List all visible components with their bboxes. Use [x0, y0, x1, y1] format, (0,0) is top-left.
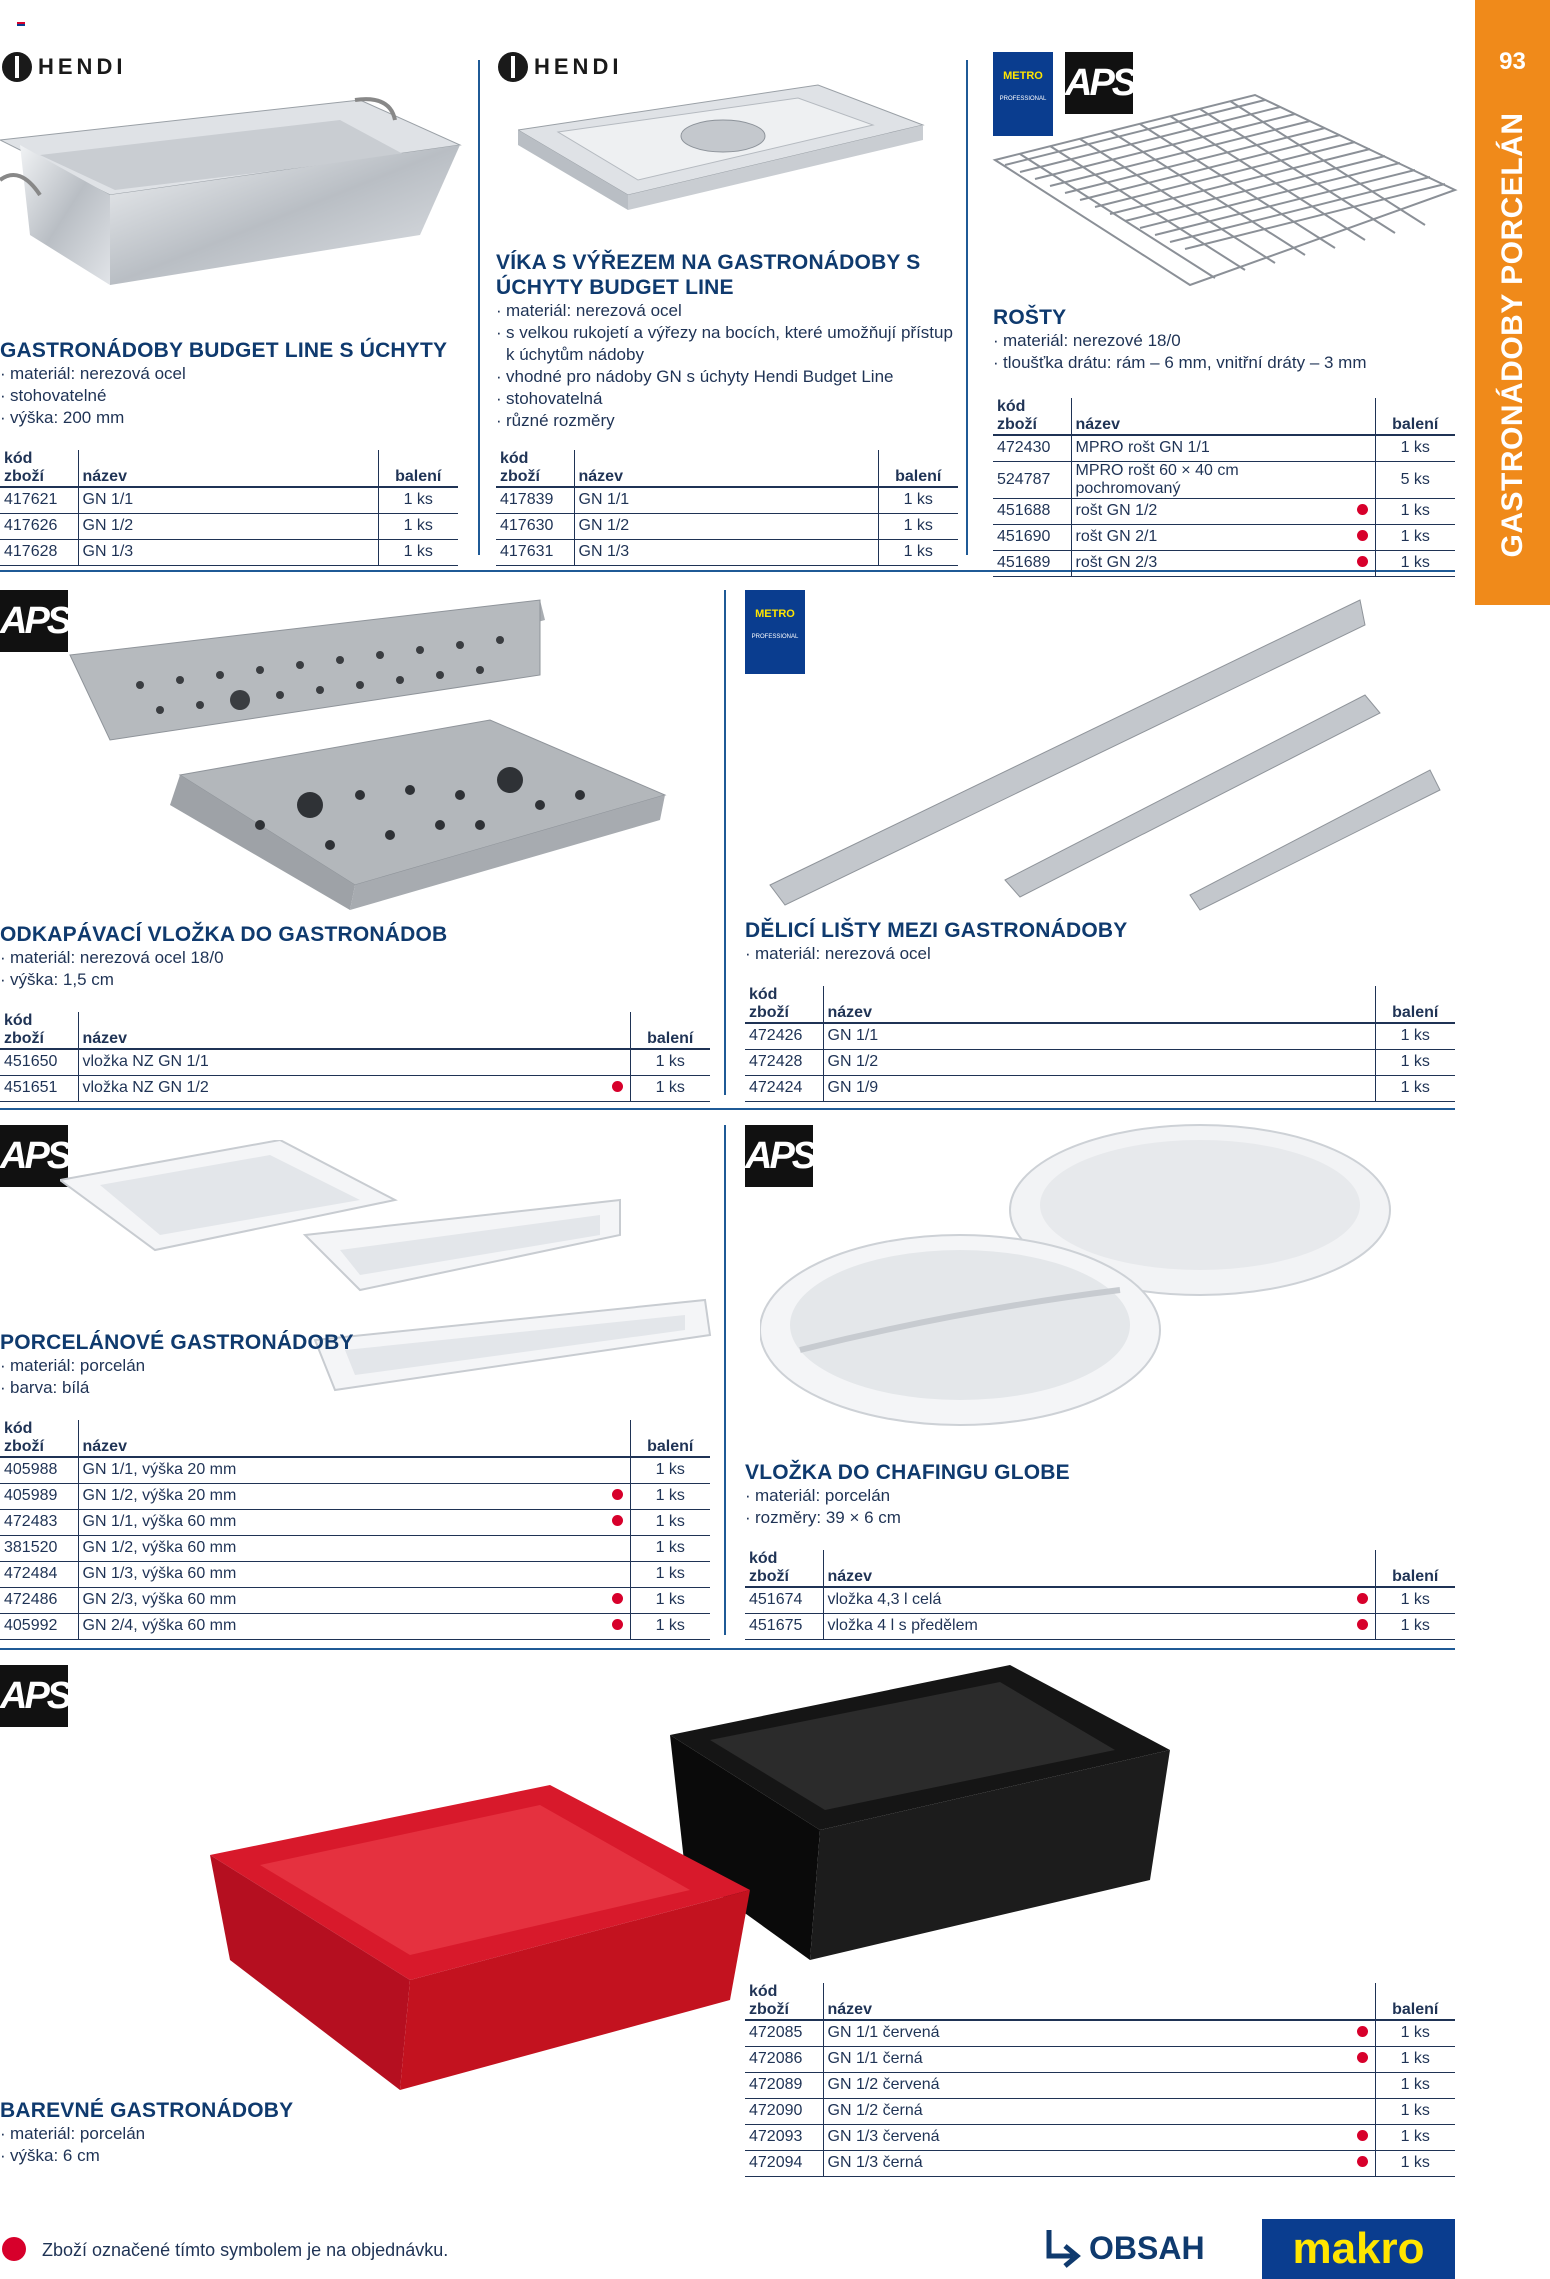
order-dot-icon	[1357, 556, 1368, 567]
product-title: ROŠTY	[993, 306, 1067, 329]
col-name: název	[78, 450, 378, 487]
cell-mark	[1351, 1613, 1375, 1639]
cell-name: GN 1/2 červená	[823, 2072, 1351, 2098]
cell-pack: 1 ks	[1375, 2072, 1455, 2098]
product-features	[745, 1485, 1445, 1529]
table-row	[0, 487, 458, 513]
table-row	[745, 2072, 1455, 2098]
cell-name: MPRO rošt GN 1/1	[1071, 435, 1351, 461]
cell-pack: 1 ks	[1375, 524, 1455, 550]
cell-code: 451651	[0, 1075, 78, 1101]
cell-pack: 1 ks	[1375, 1023, 1455, 1049]
col-pack: balení	[1375, 986, 1455, 1023]
order-dot-icon	[1357, 2026, 1368, 2037]
cell-mark	[1351, 2072, 1375, 2098]
cell-pack: 1 ks	[630, 1457, 710, 1483]
cell-pack: 1 ks	[378, 513, 458, 539]
cell-pack: 5 ks	[1375, 461, 1455, 498]
order-dot-icon	[612, 1489, 623, 1500]
table-row	[745, 1613, 1455, 1639]
table-row	[993, 524, 1455, 550]
cell-code: 472085	[745, 2020, 823, 2046]
metro-sub: PROFESSIONAL	[999, 96, 1047, 102]
cell-code: 472090	[745, 2098, 823, 2124]
col-code: kód zboží	[745, 1983, 823, 2020]
table-row	[993, 550, 1455, 576]
cell-pack: 1 ks	[630, 1613, 710, 1639]
product-block	[745, 918, 1445, 965]
cell-code: 472428	[745, 1049, 823, 1075]
cell-name: GN 1/1, výška 60 mm	[78, 1509, 606, 1535]
product-block	[0, 1330, 700, 1399]
cell-code: 472086	[745, 2046, 823, 2072]
feature: · vhodné pro nádoby GN s úchyty Hendi Budget Line	[496, 366, 961, 388]
cell-code: 405989	[0, 1483, 78, 1509]
cell-code: 451650	[0, 1049, 78, 1075]
feature: · výška: 200 mm	[0, 407, 470, 429]
table-row	[993, 461, 1455, 498]
col-code: kód zboží	[496, 450, 574, 487]
product-table	[0, 1012, 710, 1102]
col-code: kód zboží	[993, 398, 1071, 435]
hendi-brand: HENDI	[534, 54, 623, 79]
contents-label: OBSAH	[1089, 2229, 1205, 2266]
order-dot-icon	[612, 1593, 623, 1604]
cell-pack: 1 ks	[630, 1075, 710, 1101]
table-row	[496, 539, 958, 565]
table-row	[745, 1049, 1455, 1075]
cell-code: 472486	[0, 1587, 78, 1613]
aps-logo: APS	[0, 590, 68, 652]
product-title: VLOŽKA DO CHAFINGU GLOBE	[745, 1461, 1070, 1484]
product-title: GASTRONÁDOBY BUDGET LINE S ÚCHYTY	[0, 339, 448, 362]
order-dot-icon	[1357, 2156, 1368, 2167]
product-features	[496, 300, 961, 432]
product-block	[745, 1460, 1445, 1529]
feature: · materiál: nerezová ocel	[0, 363, 470, 385]
cell-name: GN 1/1	[823, 1023, 1351, 1049]
col-name: název	[1071, 398, 1351, 435]
order-dot-icon	[1357, 1619, 1368, 1630]
cell-name: vložka 4,3 l celá	[823, 1587, 1351, 1613]
col-mark	[606, 1012, 630, 1049]
page-number: 93	[1499, 48, 1526, 75]
product-block	[496, 250, 961, 432]
cell-pack: 1 ks	[1375, 2046, 1455, 2072]
aps-logo: APS	[0, 1665, 68, 1727]
cell-name: vložka NZ GN 1/2	[78, 1075, 606, 1101]
cell-mark	[606, 1509, 630, 1535]
col-name: název	[823, 986, 1351, 1023]
col-pack: balení	[630, 1420, 710, 1457]
metro-sub: PROFESSIONAL	[751, 634, 799, 640]
col-name: název	[78, 1420, 606, 1457]
cell-mark	[606, 1483, 630, 1509]
cell-pack: 1 ks	[1375, 1075, 1455, 1101]
cell-name: GN 1/2, výška 60 mm	[78, 1535, 606, 1561]
cell-code: 417839	[496, 487, 574, 513]
cell-mark	[606, 1049, 630, 1075]
cell-code: 472089	[745, 2072, 823, 2098]
divider	[0, 1648, 1455, 1650]
product-title: ODKAPÁVACÍ VLOŽKA DO GASTRONÁDOB	[0, 923, 448, 946]
order-dot-icon	[1357, 504, 1368, 515]
cell-pack: 1 ks	[878, 513, 958, 539]
product-features	[993, 330, 1453, 374]
lid-image	[518, 70, 928, 240]
aps-logo: APS	[0, 1125, 68, 1187]
order-dot-icon	[612, 1619, 623, 1630]
cell-code: 417630	[496, 513, 574, 539]
cell-name: vložka 4 l s předělem	[823, 1613, 1351, 1639]
order-dot-icon	[612, 1515, 623, 1526]
cell-code: 472426	[745, 1023, 823, 1049]
table-row	[745, 2124, 1455, 2150]
section-title: GASTRONÁDOBY PORCELÁN	[1495, 112, 1529, 558]
col-code: kód zboží	[745, 986, 823, 1023]
cell-mark	[606, 1457, 630, 1483]
feature: · stohovatelné	[0, 385, 470, 407]
divider	[478, 60, 480, 555]
table-row	[0, 539, 458, 565]
divider	[0, 1108, 1455, 1110]
cell-name: GN 1/1, výška 20 mm	[78, 1457, 606, 1483]
product-block	[0, 2098, 700, 2167]
cell-name: GN 1/1	[574, 487, 878, 513]
cell-pack: 1 ks	[1375, 1049, 1455, 1075]
order-dot-icon	[2, 2237, 26, 2261]
cell-name: GN 1/3	[574, 539, 878, 565]
product-features	[745, 943, 1445, 965]
cell-name: GN 1/9	[823, 1075, 1351, 1101]
cell-code: 472430	[993, 435, 1071, 461]
cell-pack: 1 ks	[878, 487, 958, 513]
table-row	[745, 1023, 1455, 1049]
metro-brand: METRO	[755, 608, 795, 620]
cell-code: 472424	[745, 1075, 823, 1101]
cell-mark	[1351, 2098, 1375, 2124]
table-row	[0, 1075, 710, 1101]
product-title: PORCELÁNOVÉ GASTRONÁDOBY	[0, 1331, 354, 1354]
cell-name: GN 1/3 červená	[823, 2124, 1351, 2150]
table-row	[745, 2046, 1455, 2072]
cell-pack: 1 ks	[630, 1049, 710, 1075]
table-row	[745, 2150, 1455, 2176]
col-code: kód zboží	[0, 1012, 78, 1049]
feature: · materiál: nerezová ocel	[496, 300, 961, 322]
cell-code: 472484	[0, 1561, 78, 1587]
return-arrow-icon	[1043, 2226, 1083, 2270]
cell-mark	[606, 1561, 630, 1587]
cell-mark	[1351, 2020, 1375, 2046]
drip-insert-image	[60, 595, 675, 915]
table-row	[0, 1613, 710, 1639]
product-block	[0, 338, 470, 429]
col-pack: balení	[1375, 1550, 1455, 1587]
cell-name: GN 1/1 červená	[823, 2020, 1351, 2046]
col-pack: balení	[878, 450, 958, 487]
gastro-container-image	[0, 85, 470, 315]
table-row	[745, 1587, 1455, 1613]
feature: · materiál: porcelán	[0, 1355, 700, 1377]
feature: · rozměry: 39 × 6 cm	[745, 1507, 1445, 1529]
cell-code: 381520	[0, 1535, 78, 1561]
feature: · materiál: porcelán	[745, 1485, 1445, 1507]
order-dot-icon	[612, 1081, 623, 1092]
cell-pack: 1 ks	[378, 487, 458, 513]
col-code: kód zboží	[0, 1420, 78, 1457]
divider	[966, 60, 968, 555]
product-table	[745, 1550, 1455, 1640]
aps-logo: APS	[1065, 52, 1133, 114]
cell-name: MPRO rošt 60 × 40 cm pochromovaný	[1071, 461, 1351, 498]
product-table	[745, 986, 1455, 1102]
hendi-mark-icon	[2, 52, 32, 82]
cell-mark	[1351, 2124, 1375, 2150]
cell-name: GN 1/2	[823, 1049, 1351, 1075]
order-note: Zboží označené tímto symbolem je na objednávku.	[42, 2240, 449, 2260]
table-row	[745, 1075, 1455, 1101]
cell-pack: 1 ks	[1375, 2098, 1455, 2124]
cell-code: 417631	[496, 539, 574, 565]
cell-name: rošt GN 2/1	[1071, 524, 1351, 550]
cell-name: GN 1/2	[78, 513, 378, 539]
cell-code: 451690	[993, 524, 1071, 550]
product-features	[0, 2123, 700, 2167]
table-row	[0, 1509, 710, 1535]
product-table	[0, 450, 458, 566]
cell-mark	[1351, 461, 1375, 498]
col-mark	[1351, 398, 1375, 435]
cell-mark	[1351, 1023, 1375, 1049]
cell-pack: 1 ks	[630, 1509, 710, 1535]
cell-name: vložka NZ GN 1/1	[78, 1049, 606, 1075]
cell-pack: 1 ks	[630, 1561, 710, 1587]
table-row	[496, 487, 958, 513]
feature: · tloušťka drátu: rám – 6 mm, vnitřní dráty – 3 mm	[993, 352, 1453, 374]
cell-pack: 1 ks	[630, 1483, 710, 1509]
cell-name: GN 1/2, výška 20 mm	[78, 1483, 606, 1509]
cell-code: 524787	[993, 461, 1071, 498]
cell-pack: 1 ks	[1375, 498, 1455, 524]
cell-code: 417628	[0, 539, 78, 565]
table-row	[0, 1457, 710, 1483]
feature: · výška: 6 cm	[0, 2145, 700, 2167]
cell-mark	[1351, 435, 1375, 461]
table-row	[745, 2098, 1455, 2124]
cell-mark	[1351, 550, 1375, 576]
product-block	[0, 922, 700, 991]
metro-brand: METRO	[1003, 70, 1043, 82]
cell-code: 451689	[993, 550, 1071, 576]
cell-mark	[606, 1613, 630, 1639]
cell-name: GN 1/2 černá	[823, 2098, 1351, 2124]
table-row	[0, 513, 458, 539]
divider	[724, 590, 726, 1095]
cell-name: GN 2/3, výška 60 mm	[78, 1587, 606, 1613]
order-dot-icon	[1357, 2052, 1368, 2063]
product-table	[0, 1420, 710, 1640]
col-mark	[1351, 1550, 1375, 1587]
table-row	[745, 2020, 1455, 2046]
col-mark	[606, 1420, 630, 1457]
feature: · materiál: nerezová ocel	[745, 943, 1445, 965]
cell-mark	[1351, 498, 1375, 524]
table-row	[0, 1049, 710, 1075]
cell-name: GN 1/3, výška 60 mm	[78, 1561, 606, 1587]
contents-link[interactable]	[1043, 2226, 1205, 2270]
cell-mark	[1351, 524, 1375, 550]
cell-name: GN 2/4, výška 60 mm	[78, 1613, 606, 1639]
feature: · barva: bílá	[0, 1377, 700, 1399]
cell-code: 451675	[745, 1613, 823, 1639]
col-name: název	[823, 1550, 1351, 1587]
cell-pack: 1 ks	[1375, 2124, 1455, 2150]
cell-code: 472483	[0, 1509, 78, 1535]
hendi-brand: HENDI	[38, 54, 127, 79]
col-pack: balení	[1375, 398, 1455, 435]
product-table	[745, 1983, 1455, 2177]
product-features	[0, 1355, 700, 1399]
cell-pack: 1 ks	[1375, 1587, 1455, 1613]
cell-name: GN 1/1	[78, 487, 378, 513]
feature: · stohovatelná	[496, 388, 961, 410]
aps-logo: APS	[745, 1125, 813, 1187]
order-dot-icon	[1357, 1593, 1368, 1604]
table-row	[0, 1587, 710, 1613]
cell-code: 472093	[745, 2124, 823, 2150]
cell-pack: 1 ks	[630, 1587, 710, 1613]
section-tab	[1475, 0, 1550, 605]
cell-mark	[606, 1075, 630, 1101]
order-dot-icon	[1357, 530, 1368, 541]
order-dot-icon	[1357, 2130, 1368, 2141]
product-title: VÍKA S VÝŘEZEM NA GASTRONÁDOBY S ÚCHYTY BUDGET LINE	[496, 251, 921, 299]
product-table	[993, 398, 1455, 577]
cell-code: 405988	[0, 1457, 78, 1483]
cell-pack: 1 ks	[1375, 435, 1455, 461]
col-pack: balení	[378, 450, 458, 487]
feature: · materiál: nerezová ocel 18/0	[0, 947, 700, 969]
chafing-insert-image	[760, 1120, 1455, 1450]
cell-mark	[1351, 1049, 1375, 1075]
cell-pack: 1 ks	[878, 539, 958, 565]
feature: · s velkou rukojetí a výřezy na bocích, které umožňují přístup k úchytům nádoby	[496, 322, 961, 366]
feature: · materiál: nerezové 18/0	[993, 330, 1453, 352]
table-row	[993, 435, 1455, 461]
cell-mark	[1351, 2150, 1375, 2176]
table-row	[0, 1483, 710, 1509]
cell-code: 451688	[993, 498, 1071, 524]
feature: · různé rozměry	[496, 410, 961, 432]
cell-pack: 1 ks	[1375, 1613, 1455, 1639]
col-code: kód zboží	[745, 1550, 823, 1587]
cell-pack: 1 ks	[1375, 2020, 1455, 2046]
divider	[724, 1125, 726, 1635]
cell-name: rošt GN 1/2	[1071, 498, 1351, 524]
cell-mark	[1351, 1587, 1375, 1613]
product-block	[993, 305, 1453, 374]
col-mark	[1351, 986, 1375, 1023]
cell-code: 472094	[745, 2150, 823, 2176]
col-code: kód zboží	[0, 450, 78, 487]
cell-name: GN 1/3 černá	[823, 2150, 1351, 2176]
cell-mark	[1351, 2046, 1375, 2072]
cell-name: GN 1/3	[78, 539, 378, 565]
col-name: název	[823, 1983, 1351, 2020]
product-title: DĚLICÍ LIŠTY MEZI GASTRONÁDOBY	[745, 919, 1128, 942]
flag-icon	[17, 20, 25, 26]
col-pack: balení	[630, 1012, 710, 1049]
cell-mark	[606, 1587, 630, 1613]
grid-rack-image	[990, 90, 1460, 290]
makro-logo: makro	[1262, 2219, 1455, 2279]
table-row	[993, 498, 1455, 524]
table-row	[0, 1535, 710, 1561]
feature: · materiál: porcelán	[0, 2123, 700, 2145]
col-pack: balení	[1375, 1983, 1455, 2020]
cell-code: 417621	[0, 487, 78, 513]
feature: · výška: 1,5 cm	[0, 969, 700, 991]
product-table	[496, 450, 958, 566]
cell-name: GN 1/2	[574, 513, 878, 539]
cell-mark	[606, 1535, 630, 1561]
cell-mark	[1351, 1075, 1375, 1101]
cell-pack: 1 ks	[378, 539, 458, 565]
product-title: BAREVNÉ GASTRONÁDOBY	[0, 2099, 294, 2122]
hendi-logo	[2, 52, 126, 82]
cell-code: 405992	[0, 1613, 78, 1639]
col-name: název	[78, 1012, 606, 1049]
table-row	[496, 513, 958, 539]
table-row	[0, 1561, 710, 1587]
divider-bars-image	[765, 595, 1455, 915]
product-features	[0, 363, 470, 429]
cell-code: 451674	[745, 1587, 823, 1613]
cell-pack: 1 ks	[1375, 2150, 1455, 2176]
col-name: název	[574, 450, 878, 487]
cell-name: rošt GN 2/3	[1071, 550, 1351, 576]
cell-code: 417626	[0, 513, 78, 539]
cell-pack: 1 ks	[630, 1535, 710, 1561]
product-features	[0, 947, 700, 991]
cell-pack: 1 ks	[1375, 550, 1455, 576]
cell-name: GN 1/1 černá	[823, 2046, 1351, 2072]
col-mark	[1351, 1983, 1375, 2020]
